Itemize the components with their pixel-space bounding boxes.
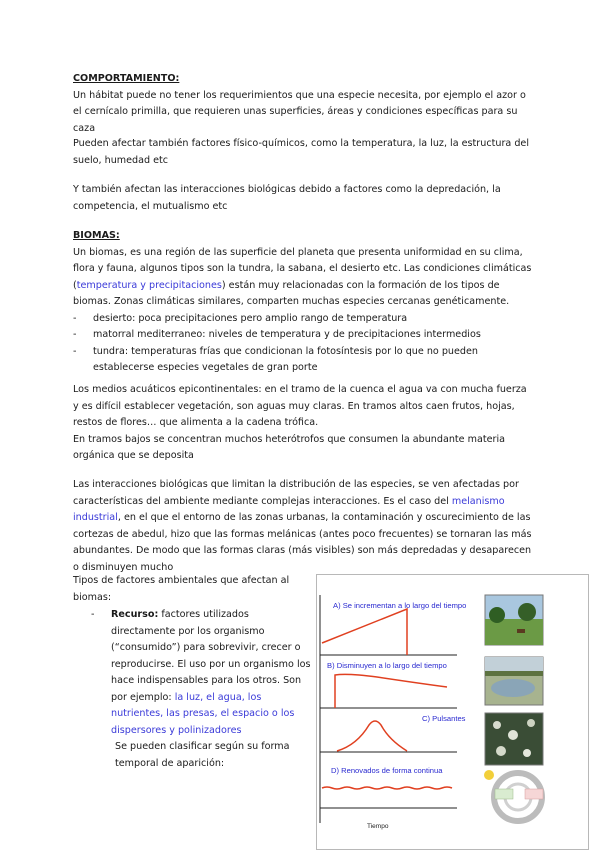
curve-increasing xyxy=(322,609,407,655)
factors-title: Tipos de factores ambientales que afectan al biomas: xyxy=(73,575,290,603)
resource-curves-svg xyxy=(317,575,588,849)
photo-pond xyxy=(485,657,543,705)
behavior-paragraph-3: Y también afectan las interacciones biológicas debido a factores como la depredación, la competencia, el mutualismo etc xyxy=(73,184,501,212)
behavior-section xyxy=(73,71,533,137)
aquatic-text: Los medios acuáticos epicontinentales: en el tramo de la cuenca el agua va con mucha fuerza y es difícil establecer vegetación, son aguas muy claras. En tramos altos caen frutos, hojas, restos de flores… que alimenta a la cadena trófica. xyxy=(73,384,527,428)
label-continuous: D) Renovados de forma continua xyxy=(331,766,443,775)
behavior-paragraph-2: Pueden afectar también factores físico-químicos, como la temperatura, la luz, la estructura del suelo, humedad etc xyxy=(73,138,529,166)
biomes-p1-text-a: Un biomas, es una región de las superficie del planeta que presenta uniformidad en su clima, flora y fauna, algunos tipos son la tundra, la sabana, el desierto etc. Las condiciones climáticas ( xyxy=(73,246,532,291)
biomes-paragraph-2 xyxy=(73,382,533,465)
resource-text: factores utilizados directamente por los organismo (“consumido”) para sobrevivir, crecer o reproducirse. El uso por un organismo los hace indispensables para los otros. Son por ejemplo: xyxy=(111,609,311,703)
curve-pulse xyxy=(337,721,407,751)
resource-examples-highlight: la luz, el agua, los nutrientes, las presas, el espacio o los dispersores y polinizadores xyxy=(111,691,295,736)
melanism-highlight: melanismo industrial xyxy=(73,495,505,523)
biomes-heading: BIOMAS: xyxy=(73,230,120,241)
list-item: - matorral mediterraneo: niveles de temperatura y de precipitaciones intermedios xyxy=(73,327,533,344)
dash-marker: - xyxy=(91,609,95,620)
biomes-p4-text-a: Las interacciones biológicas que limitan la distribución de las especies, se ven afectadas por características del ambiente mediante complejas interacciones. Es el caso del xyxy=(73,479,519,507)
factors-section xyxy=(73,573,313,772)
label-pulse: C) Pulsantes xyxy=(422,714,466,723)
photo-grassland xyxy=(485,595,543,645)
list-item: - desierto: poca precipitaciones pero amplio rango de temperatura xyxy=(73,311,533,328)
behavior-heading: COMPORTAMIENTO: xyxy=(73,73,180,84)
biomes-section xyxy=(73,228,533,377)
biomes-paragraph-4 xyxy=(73,477,533,576)
list-item: - tundra: temperaturas frías que condicionan la fotosíntesis por lo que no pueden establecerse especies vegetales de gran porte xyxy=(73,344,533,377)
cycle-diagram xyxy=(484,770,543,821)
biomes-p1-text-b: ) están muy relacionadas con la formación de los tipos de biomas. Zonas climáticas similares, comparten muchas especies cercanas genéticamente. xyxy=(73,279,510,307)
biomes-p1-highlight: temperatura y precipitaciones xyxy=(76,279,222,291)
label-increasing: A) Se incrementan a lo largo del tiempo xyxy=(333,601,467,610)
resource-item xyxy=(73,607,313,772)
biome-list xyxy=(73,311,533,377)
behavior-paragraph-1: Un hábitat puede no tener los requerimientos que una especie necesita, por ejemplo el azor o el cernícalo primilla, que requieren unas superficies, áreas y condiciones específicas para su caza xyxy=(73,89,526,134)
biomes-p4-text-b: , en el que el entorno de las zonas urbanas, la contaminación y oscurecimiento de las cortezas de abedul, hizo que las formas melánicas (antes poco frecuentes) se tornaran las más abundantes. De modo que las formas claras (más visibles) son más depredadas y desaparecen o disminuyen mucho xyxy=(73,512,532,573)
biomes-paragraph-1 xyxy=(73,245,533,311)
resource-label: Recurso: xyxy=(111,609,159,620)
curve-continuous xyxy=(322,787,452,789)
resource-types-figure xyxy=(316,574,589,850)
resource-extra: Se pueden clasificar según su forma temporal de aparición: xyxy=(115,741,290,769)
label-decreasing: B) Disminuyen a lo largo del tiempo xyxy=(327,661,447,670)
photo-bloom xyxy=(485,713,543,765)
curve-decreasing xyxy=(335,674,447,708)
low-stretch-text: En tramos bajos se concentran muchos heterótrofos que consumen la abundante materia orgánica que se deposita xyxy=(73,433,506,461)
time-axis-label: Tiempo xyxy=(367,823,389,830)
